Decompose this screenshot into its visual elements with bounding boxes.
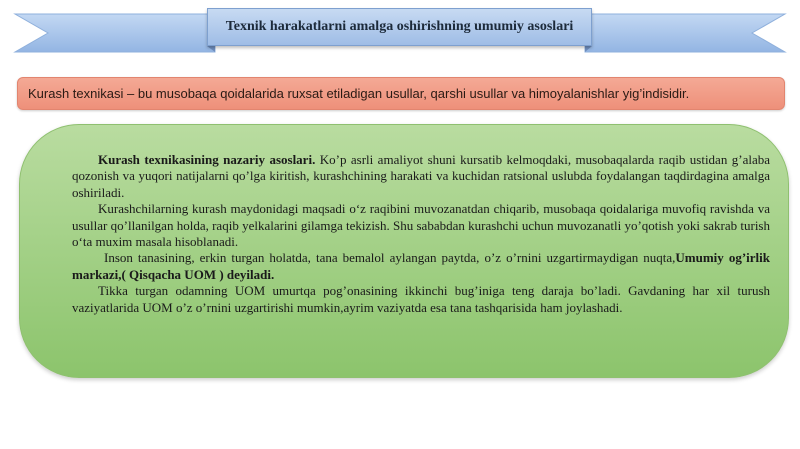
ribbon-right-tail	[585, 14, 785, 52]
paragraph-4-text: Tikka turgan odamning UOM umurtqa pog’onasining ikkinchi bug’iniga teng daraja bo’ladi. Gavdaning har xil turush vaziyatlarida UOM o’z o’rnini uzgartirishi mumkin,ayrim vaziyatda esa tana tashqarisida ham joylashadi.	[72, 283, 770, 315]
paragraph-2	[72, 201, 770, 250]
paragraph-1-text: Ko’p asrli amaliyot shuni kursatib kelmoqdaki, musobaqalarda raqib ustidan g’alaba qozonish va yuqori natijalarni qo’lga kiritish, kurashchining harakati va kuchidan ratsional uslubda foydalangan taqdirdagina amalga oshiriladi.	[72, 152, 770, 200]
paragraph-3	[72, 250, 770, 283]
paragraph-1-heading: Kurash texnikasining nazariy asoslari.	[98, 152, 316, 167]
paragraph-1	[72, 152, 770, 201]
ribbon-left-tail	[15, 14, 215, 52]
slide-title: Texnik harakatlarni amalga oshirishning umumiy asoslari	[225, 19, 574, 34]
paragraph-3-text: Inson tanasining, erkin turgan holatda, tana bemalol aylangan paytda, o’z o’rnini uzgartirmaydigan nuqta,	[104, 250, 676, 266]
paragraph-4	[72, 283, 770, 316]
definition-text: Kurash texnikasi – bu musobaqa qoidalarida ruxsat etiladigan usullar, qarshi usullar va himoyalanishlar yig’indisidir.	[28, 86, 690, 101]
title-banner	[207, 8, 592, 46]
definition-banner	[17, 77, 785, 110]
content-body	[72, 152, 770, 316]
paragraph-2-text: Kurashchilarning kurash maydonidagi maqsadi o‘z raqibini muvozanatdan chiqarib, musobaqa qoidalariga muvofiq ravishda va usullar qo’llanilgan holda, raqib yelkalarini gilamga tekizish. Shu sababdan kurashchi uchun muvozanatli yo’qotish yoki sakrab turish o‘ta muxim masala hisoblanadi.	[72, 201, 770, 250]
paragraph-3-bold: Umumiy og’irlik markazi,( Qisqacha UOM ) deyiladi.	[72, 250, 770, 282]
